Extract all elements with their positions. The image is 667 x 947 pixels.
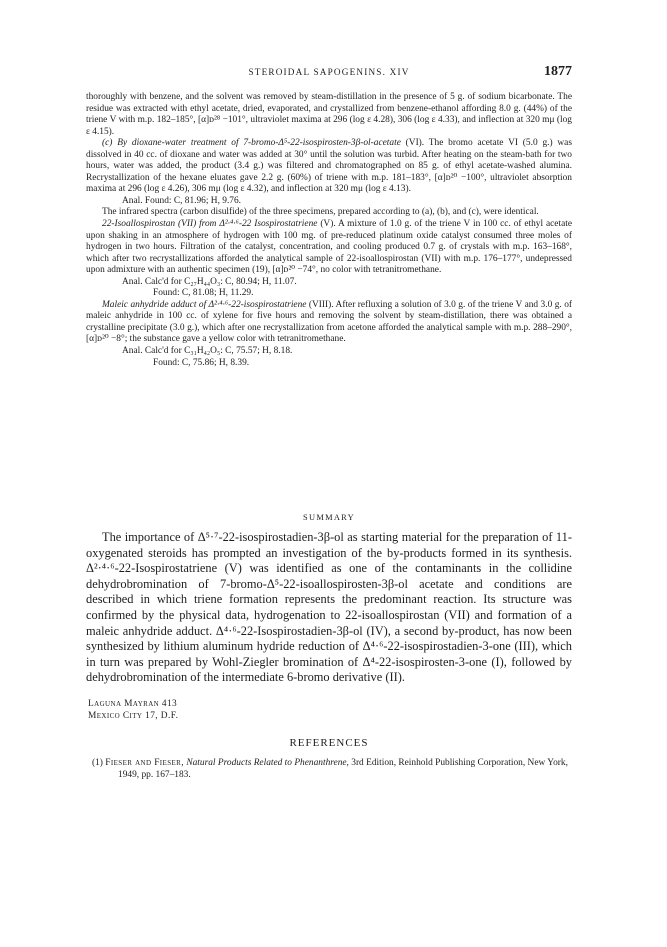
references-list xyxy=(86,757,572,781)
procedure-text: (VI). The bromo acetate VI (5.0 g.) was dissolved in 40 cc. of dioxane and water was added at 30° until the solution was turbid. After heating on the steam-bath for two hours, water was added, the product (3.4 g.) was filtered and chromatographed on 85 g. of ethyl acetate-washed alumina. Recrystallization of the hexane eluates gave 2.2 g. (60%) of triene with m.p. 181–183°, [α]ᴅ²⁰ −100°, ultraviolet absorption maxima at 296 (log ε 4.26), 306 mμ (log ε 4.32), and inflection at 320 mμ (log ε 4.13). xyxy=(86,138,572,195)
summary-text: The importance of Δ⁵·⁷-22-isospirostadien-3β-ol as starting material for the preparation of 11-oxygenated steroids has prompted an investigation of the by-products formed in its synthesis. Δ²·⁴·⁶-22-Isospirostatriene (V) was identified as one of the contaminants in the collidine dehydrobromination of 7-bromo-Δ⁵-22-isoallospirosten-3β-ol acetate and conditions are described in which triene formation represents the predominant reaction. Its structure was confirmed by the physical data, hydrogenation to 22-isoallospirostan (VII) and formation of a maleic anhydride adduct. Δ⁴·⁶-22-Isospirostadien-3β-ol (IV), a second by-product, has now been synthesized by lithium aluminum hydride reduction of Δ⁴·⁶-22-isospirostadien-3-one (III), which in turn was prepared by Wohl-Ziegler bromination of Δ⁴-22-isospirosten-3-one (I), followed by dehydrobromination of the intermediate 6-bromo derivative (II). xyxy=(86,530,572,685)
analysis-found-3: Found: C, 75.86; H, 8.39. xyxy=(153,357,250,368)
analysis-found-2: Found: C, 81.08; H, 11.29. xyxy=(153,288,254,299)
procedure-text: (V). A mixture of 1.0 g. of the triene V in 100 cc. of ethyl acetate upon shaking in an atmosphere of hydrogen with 100 mg. of pre-reduced platinum oxide catalyst consumed three moles of hydrogen in two hours. Filtration of the catalyst, concentration, and cooling produced 0.7 g. of crystals with m.p. 163–168°, which after two recrystallizations afforded the analytical sample of 22-isoallospirostan (VII) with m.p. 176–177°, undepressed upon admixture with an authentic specimen (19), [α]ᴅ²⁰ −74°, no color with tetranitromethane. xyxy=(86,219,573,276)
reference-item xyxy=(86,757,572,781)
analysis-calcd-1: Anal. Calc'd for C₂₇H₄₄O₃: C, 80.94; H, 11.07. xyxy=(122,276,297,287)
page-header xyxy=(86,64,572,82)
procedure-text: (VIII). After refluxing a solution of 3.0 g. of the triene V and 3.0 g. of maleic anhydride in 100 cc. of xylene for five hours and removing the solvent by steam-distillation, there was obtained a crystalline precipitate (3.0 g.), which after one recrystallization from acetone afforded the analytical sample with m.p. 288–290°, [α]ᴅ²⁰ −8°; the substance gave a yellow color with tetranitromethane. xyxy=(86,299,572,345)
address-line: Mexico City 17, D.F. xyxy=(88,711,179,722)
analysis-found-1: Anal. Found: C, 81.96; H, 9.76. xyxy=(122,195,242,206)
reference-number: (1) xyxy=(92,758,103,768)
experimental-section xyxy=(86,92,572,369)
author-address xyxy=(86,698,574,723)
paragraph-isoallospirostan xyxy=(86,219,572,277)
reference-authors: Fieser and Fieser, xyxy=(105,758,184,768)
references-heading: REFERENCES xyxy=(289,737,369,749)
paragraph-triene-workup: thoroughly with benzene, and the solvent was removed by steam-distillation in the presence of 5 g. of sodium bicarbonate. The residue was extracted with ethyl acetate, dried, evaporated, and crystallized from benzene-ethanol affording 8.0 g. (44%) of the triene V with m.p. 182–185°, [α]ᴅ²⁸ −101°, ultraviolet maxima at 296 (log ε 4.28), 306 (log ε 4.33), and inflection at 320 mμ (log ε 4.15). xyxy=(86,92,572,137)
summary-heading: SUMMARY xyxy=(303,513,355,522)
paragraph-maleic-adduct xyxy=(86,300,572,346)
address-line: Laguna Mayran 413 xyxy=(88,699,178,709)
procedure-title: 22-Isoallospirostan (VII) from Δ²·⁴·⁶-22 Isospirostatriene xyxy=(102,219,318,230)
paragraph-dioxane-treatment xyxy=(86,138,572,196)
page-number: 1877 xyxy=(544,64,572,79)
analysis-calcd-2: Anal. Calc'd for C₃₁H₄₂O₅: C, 75.57; H, 8.18. xyxy=(122,346,293,357)
paragraph-infrared: The infrared spectra (carbon disulfide) of the three specimens, prepared according to (a), (b), and (c), were identical. xyxy=(102,207,539,218)
running-head: STEROIDAL SAPOGENINS. XIV xyxy=(248,67,410,77)
procedure-title: (c) By dioxane-water treatment of 7-bromo-Δ⁵-22-isospirosten-3β-ol-acetate xyxy=(102,138,401,149)
reference-title: Natural Products Related to Phenanthrene, xyxy=(186,758,349,768)
reference-details: 3rd Edition, Reinhold Publishing Corporation, New York, 1949, pp. 167–183. xyxy=(118,758,568,781)
procedure-title: Maleic anhydride adduct of Δ²·⁴·⁶-22-isospirostatriene xyxy=(102,299,307,310)
